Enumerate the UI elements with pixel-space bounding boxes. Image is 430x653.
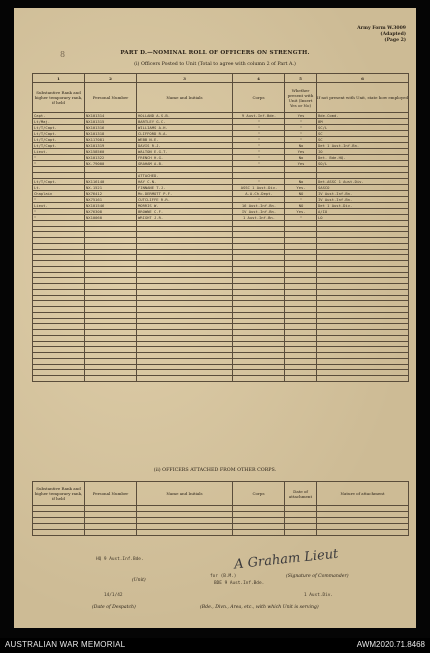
table-cell: NX101314 — [85, 113, 137, 119]
table-cell: No — [285, 178, 317, 184]
column-header: Date of attachment — [285, 482, 317, 506]
table-cell: " — [233, 125, 285, 131]
column-header: Whether present with Unit (Insert Yes or No) — [285, 83, 317, 113]
table-cell: Yes — [285, 113, 317, 119]
table-cell: Det 1 Aust.Div. — [317, 202, 409, 208]
table-cell: NX101319 — [85, 143, 137, 149]
table-cell: HOLLAND A.S.B. — [137, 113, 233, 119]
table-cell: 16 Aust.Inf.Bn. — [233, 202, 285, 208]
table-cell: Capt. — [33, 113, 85, 119]
table-cell: Lt/Maj. — [33, 119, 85, 125]
division-value: 1 Aust.Div. — [304, 593, 334, 598]
table-cell — [137, 376, 233, 382]
table-cell: NO — [285, 190, 317, 196]
table-cell: " — [33, 155, 85, 161]
table-cell: A/IO — [317, 208, 409, 214]
table-cell: WRIGHT J.R. — [137, 214, 233, 220]
table-cell: Lieut. — [33, 202, 85, 208]
table-cell: NX.79000 — [85, 161, 137, 167]
table-row — [33, 530, 409, 536]
table-cell — [317, 376, 409, 382]
table-cell: " — [233, 161, 285, 167]
table-cell: " — [233, 155, 285, 161]
table-cell: " — [233, 196, 285, 202]
form-page: (Page 2) — [384, 38, 406, 43]
table-cell: CLIFFORD R.A. — [137, 131, 233, 137]
table-cell: MORRIS W. — [137, 202, 233, 208]
column-header: Substantive Rank and higher temporary rank, if held — [33, 482, 85, 506]
column-header: Personal Number — [85, 482, 137, 506]
column-number: 3 — [137, 74, 233, 83]
table-cell: WALTON E.G.T. — [137, 149, 233, 155]
column-header: Corps — [233, 83, 285, 113]
table-cell: " — [233, 137, 285, 143]
table-cell: IO — [317, 149, 409, 155]
table-cell: Yes. — [285, 184, 317, 190]
table-cell: Yes. — [285, 208, 317, 214]
table-cell: " — [33, 196, 85, 202]
table-cell: NX.1521 — [85, 184, 137, 190]
paper-form — [14, 8, 416, 628]
table-cell: Lt/T/Capt. — [33, 178, 85, 184]
table-cell: " — [285, 131, 317, 137]
table-cell: " — [33, 208, 85, 214]
part-subtitle: (i) Officers Posted to Unit (Total to agree with column 2 of Part A.) — [134, 62, 296, 67]
table-cell: ASSC 1 Aust.Div. — [233, 184, 285, 190]
form-identifier — [357, 26, 406, 44]
archive-reference: AWM2020.71.8468 — [356, 640, 425, 649]
division-label: (Bde., Divn., Area, etc., with which Unit is serving) — [200, 605, 319, 610]
column-header: Corps — [233, 482, 285, 506]
table-cell: NX76412 — [85, 190, 137, 196]
table-cell: " — [285, 119, 317, 125]
table-cell: WILLIAMS A.H. — [137, 125, 233, 131]
table-cell: NX158560 — [85, 149, 137, 155]
table-cell — [233, 530, 285, 536]
table-cell: HAY C.N. — [137, 178, 233, 184]
table-cell: NX76308 — [85, 208, 137, 214]
table-cell: NX117081 — [85, 137, 137, 143]
table-cell: " — [233, 178, 285, 184]
table-cell: FINNANE T.J. — [137, 184, 233, 190]
table-cell: Chaplain — [33, 190, 85, 196]
table-cell: WEBB N.E. — [137, 137, 233, 143]
table-cell — [33, 530, 85, 536]
table-cell: 1 Aust.Inf.Bn. — [233, 214, 285, 220]
unit-label: (Unit) — [132, 578, 146, 583]
table-cell: SASCO — [317, 184, 409, 190]
table-cell: " — [233, 119, 285, 125]
table-cell: Lieut. — [33, 149, 85, 155]
attached-officers-table — [32, 481, 409, 536]
table-cell: Lt/T/Capt. — [33, 125, 85, 131]
table-cell: SO/L — [317, 161, 409, 167]
signature-label: (Signature of Commander) — [286, 574, 349, 579]
column-header: Substantive Rank and higher temporary rank, if held — [33, 83, 85, 113]
despatch-date-label: (Date of Despatch) — [92, 605, 136, 610]
table-cell: Det 1 Aust.Inf.Bn. — [317, 143, 409, 149]
table-cell: NX116140 — [85, 178, 137, 184]
table-cell — [317, 530, 409, 536]
table-cell: FRENCH H.G. — [137, 155, 233, 161]
column-number: 4 — [233, 74, 285, 83]
table-cell: NO — [285, 202, 317, 208]
table-cell: No — [285, 155, 317, 161]
despatch-date-value: 14/1/42 — [104, 593, 123, 598]
form-adapted: (Adapted) — [380, 32, 406, 37]
table-cell: NX75161 — [85, 196, 137, 202]
column-number: 2 — [85, 74, 137, 83]
column-header: Name and Initials — [137, 482, 233, 506]
table-cell: NX101546 — [85, 202, 137, 208]
table-cell: Lt/T/Capt. — [33, 131, 85, 137]
column-header: If not present with Unit, state how employed — [317, 83, 409, 113]
table-cell: " — [33, 214, 85, 220]
table-cell: IV Aust.Inf.Bn. — [317, 196, 409, 202]
table-cell: Bde.Comd. — [317, 113, 409, 119]
table-cell: NX101322 — [85, 155, 137, 161]
table-cell: IV Aust.Inf.Bn. — [233, 208, 285, 214]
form-number: Army Form W.3009 — [357, 26, 406, 31]
table-cell: SC — [317, 131, 409, 137]
table-cell: A.A.Ch.Dept. — [233, 190, 285, 196]
table-cell: " — [285, 137, 317, 143]
table-cell: Yes — [285, 161, 317, 167]
table-cell: LO — [317, 214, 409, 220]
for-line: for (B.M.) — [210, 574, 237, 579]
table-cell: NX10060 — [85, 214, 137, 220]
table-cell — [33, 376, 85, 382]
table-cell — [85, 376, 137, 382]
table-cell: NX101318 — [85, 131, 137, 137]
table-cell: IV Aust.Inf.Bn. — [317, 190, 409, 196]
table-cell — [285, 530, 317, 536]
table-cell: BM — [317, 119, 409, 125]
table-row — [33, 376, 409, 382]
table-cell: ATTACHED. — [137, 172, 233, 178]
table-cell: GRAHAM A.B. — [137, 161, 233, 167]
unit-value: HQ 9 Aust.Inf.Bde. — [96, 557, 144, 562]
table-cell: " — [233, 149, 285, 155]
table-cell — [285, 376, 317, 382]
table-cell: BARTLEY G.C. — [137, 119, 233, 125]
part-title: PART D.—NOMINAL ROLL OF OFFICERS ON STRENGTH. — [120, 50, 310, 56]
table-cell — [85, 530, 137, 536]
table-cell: 9 Aust.Inf.Bde. — [233, 113, 285, 119]
attached-officers-title: (ii) OFFICERS ATTACHED FROM OTHER CORPS. — [153, 468, 277, 473]
commander-signature: A Graham Lieut — [233, 546, 340, 573]
table-cell: Lt/T/Capt. — [33, 143, 85, 149]
archive-credit: AUSTRALIAN WAR MEMORIAL — [5, 640, 126, 649]
table-cell: NX101315 — [85, 119, 137, 125]
table-cell: Yes — [285, 149, 317, 155]
column-header: Name and Initials — [137, 83, 233, 113]
table-cell: Det.ASSC 1 Aust.Div. — [317, 178, 409, 184]
table-cell: " — [33, 161, 85, 167]
table-cell: DAVIS R.J. — [137, 143, 233, 149]
table-cell: " — [285, 125, 317, 131]
table-cell: CUTCLIFFE R.R. — [137, 196, 233, 202]
column-number: 5 — [285, 74, 317, 83]
column-number: 1 — [33, 74, 85, 83]
table-cell: SC — [317, 137, 409, 143]
table-cell: Mc.DERMOTT P.F. — [137, 190, 233, 196]
table-cell: " — [285, 196, 317, 202]
table-cell: Det. Bde.HQ. — [317, 155, 409, 161]
table-cell: SC/L — [317, 125, 409, 131]
table-cell: No — [285, 143, 317, 149]
column-header: Nature of attachment — [317, 482, 409, 506]
table-cell — [137, 530, 233, 536]
column-header: Personal Number — [85, 83, 137, 113]
brigade-value: BDE 9 Aust.Inf.Bde. — [214, 581, 265, 586]
table-cell: " — [285, 214, 317, 220]
stamp-mark: 8 — [60, 50, 66, 59]
table-cell: " — [233, 131, 285, 137]
table-cell: Lt. — [33, 184, 85, 190]
table-cell — [233, 376, 285, 382]
table-cell: Lt/T/Capt. — [33, 137, 85, 143]
table-cell: NX101316 — [85, 125, 137, 131]
table-cell: BROWNE C.F. — [137, 208, 233, 214]
table-cell: " — [233, 143, 285, 149]
nominal-roll-table — [32, 73, 409, 382]
column-number: 6 — [317, 74, 409, 83]
